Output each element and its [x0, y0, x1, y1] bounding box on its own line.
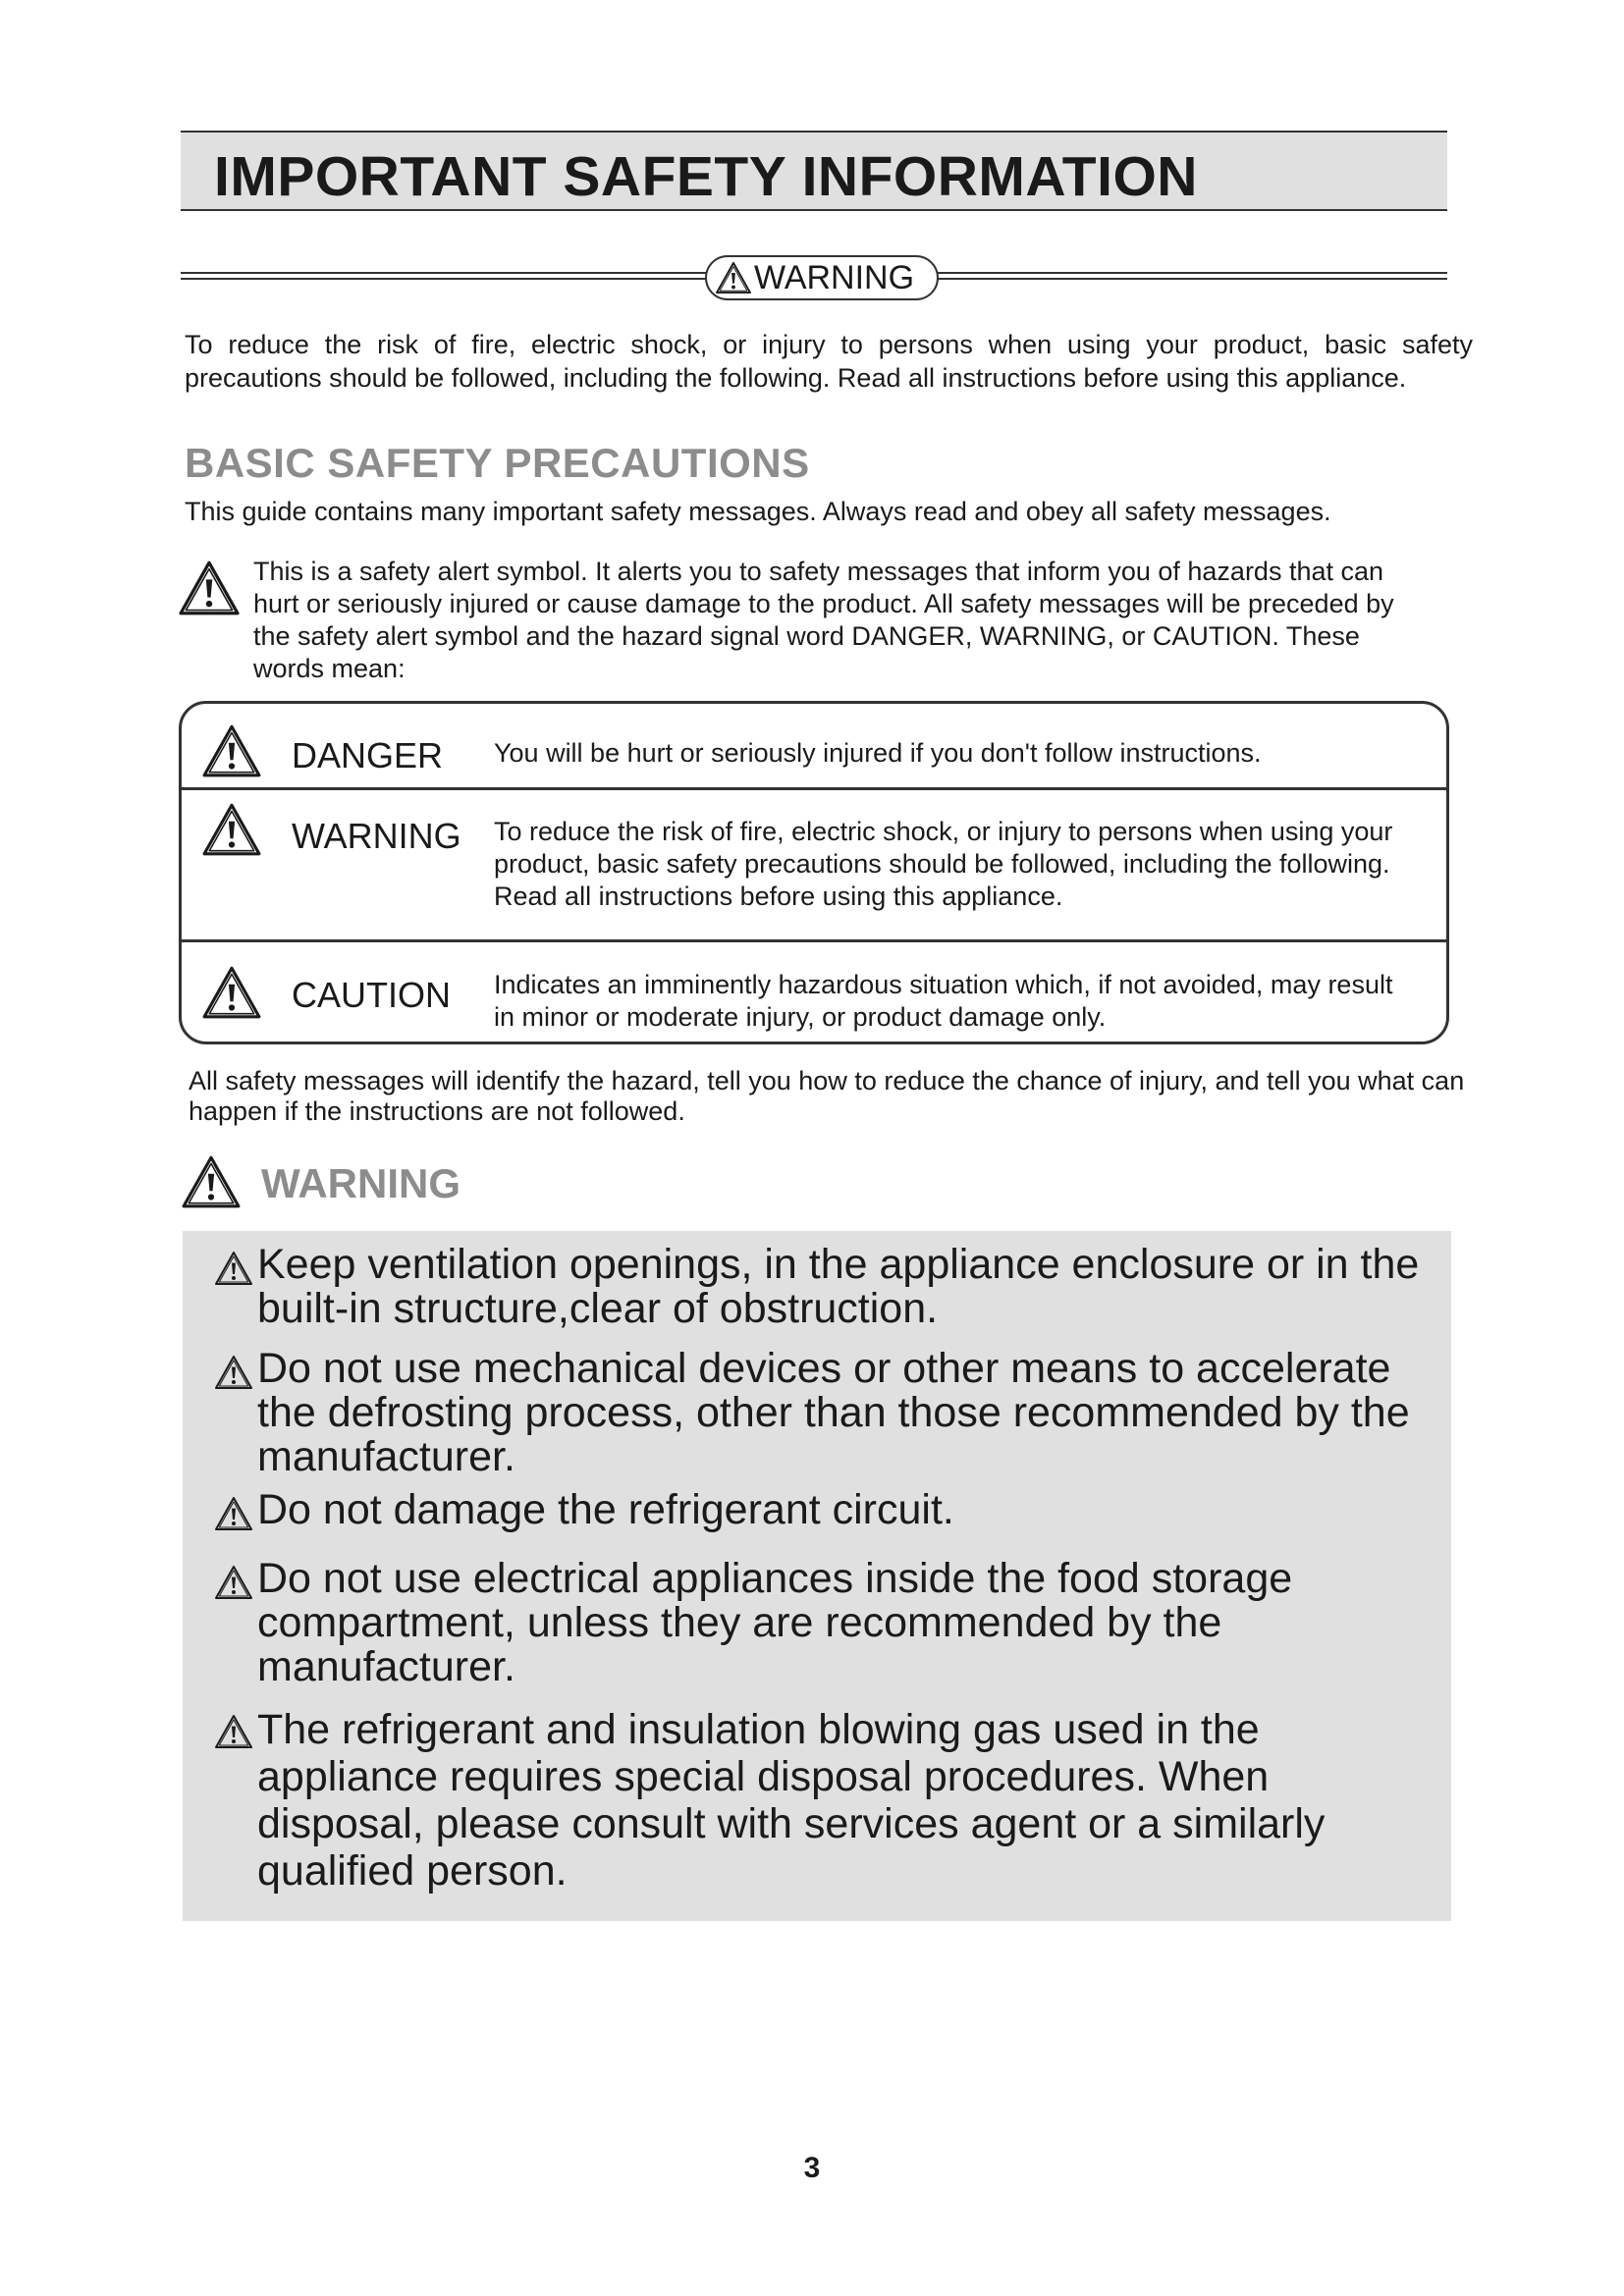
intro-paragraph: To reduce the risk of fire, electric shock, or injury to persons when using your product, basic safety precautions should be followed, including the following. Read all instructions before using this appliance. [185, 330, 1473, 393]
page-number: 3 [803, 2152, 821, 2184]
guide-text: This guide contains many important safety messages. Always read and obey all safety messages. [185, 497, 1331, 526]
warning-triangle-icon [715, 261, 752, 294]
warning-item-text: The refrigerant and insulation blowing gas used in the appliance requires special disposal procedures. When disposal, please consult with services agent or a similarly qualified person. [257, 1706, 1326, 1895]
warning-triangle-icon [201, 802, 262, 857]
row-divider [182, 787, 1446, 790]
warning-item-text: Do not use mechanical devices or other means to accelerate the defrosting process, other than those recommended by the manufacturer. [257, 1345, 1410, 1480]
warning-triangle-icon [177, 560, 242, 616]
warning-heading-label: WARNING [261, 1160, 460, 1206]
warning-item-text: Keep ventilation openings, in the appliance enclosure or in the built-in structure,clear of obstruction. [257, 1241, 1420, 1332]
warning-triangle-icon [181, 1154, 242, 1209]
warning-triangle-icon [201, 723, 262, 778]
warning-list-box [183, 1231, 1451, 1921]
signal-word: CAUTION [292, 975, 451, 1015]
warning-triangle-icon [214, 1355, 253, 1390]
warning-triangle-icon [201, 965, 262, 1020]
double-rule-left [181, 272, 707, 280]
signal-words-box [179, 701, 1449, 1044]
page-title: IMPORTANT SAFETY INFORMATION [214, 145, 1198, 208]
safety-messages-note: All safety messages will identify the hazard, tell you how to reduce the chance of injury, and tell you what can happen if the instructions are not followed. [189, 1066, 1465, 1126]
warning-triangle-icon [214, 1496, 253, 1531]
signal-description: To reduce the risk of fire, electric shock, or injury to persons when using your product, basic safety precautions should be followed, including the following. Read all instructions before using this appliance. [494, 817, 1393, 911]
title-banner [181, 131, 1447, 211]
warning-triangle-icon [214, 1251, 253, 1286]
warning-rule [181, 255, 1447, 300]
row-divider [182, 939, 1446, 942]
signal-word: DANGER [292, 735, 444, 775]
basic-safety-heading: BASIC SAFETY PRECAUTIONS [185, 440, 810, 486]
signal-word: WARNING [292, 816, 461, 856]
signal-description: You will be hurt or seriously injured if you don't follow instructions. [494, 738, 1262, 768]
alert-symbol-text: This is a safety alert symbol. It alerts you to safety messages that inform you of hazards that can hurt or seriously injured or cause damage to the product. All safety messages will be preceded by the safety alert symbol and the hazard signal word DANGER, WARNING, or CAUTION. These words mean: [253, 557, 1394, 683]
signal-description: Indicates an imminently hazardous situation which, if not avoided, may result in minor or moderate injury, or product damage only. [494, 970, 1393, 1032]
warning-triangle-icon [214, 1714, 253, 1749]
warning-item-text: Do not use electrical appliances inside the food storage compartment, unless they are recommended by the manufacturer. [257, 1555, 1293, 1690]
warning-item-text: Do not damage the refrigerant circuit. [257, 1486, 954, 1533]
warning-triangle-icon [214, 1565, 253, 1600]
warning-badge-label: WARNING [754, 258, 915, 296]
warning-badge [705, 255, 939, 300]
double-rule-right [937, 272, 1447, 280]
